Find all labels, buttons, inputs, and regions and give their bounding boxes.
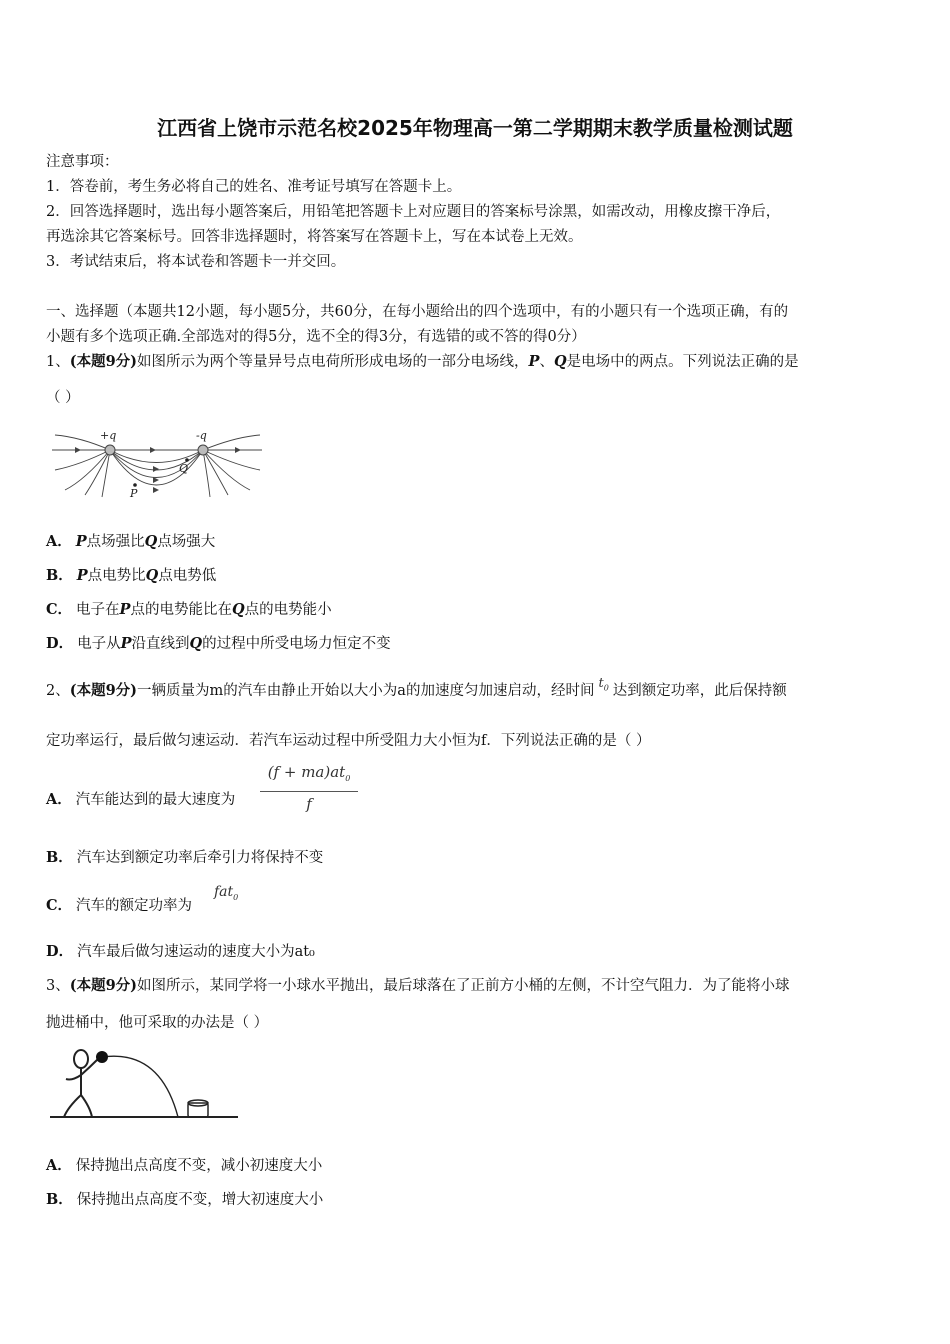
arrow-icon: [153, 487, 159, 493]
var-q: Q: [144, 533, 158, 550]
fraction-bar: [260, 791, 358, 792]
question-2-stem-cont: 定功率运行，最后做匀速运动．若汽车运动过程中所受阻力大小恒为f．下列说法正确的是（ ）: [46, 733, 651, 749]
option-text: 保持抛出点高度不变，增大初速度大小: [76, 1192, 324, 1208]
question-3-stem: [46, 976, 790, 996]
var-p: P: [528, 353, 540, 370]
option-label: A．: [46, 533, 72, 550]
field-line: [203, 435, 260, 450]
option-label: D．: [46, 635, 74, 652]
option-text: 汽车最后做匀速运动的速度大小为at₀: [77, 944, 315, 960]
option-b[interactable]: [46, 566, 216, 586]
charge-label-minus: -q: [196, 429, 207, 442]
question-2-stem: [46, 676, 787, 707]
question-number: 2、: [46, 683, 70, 699]
question-score: (本题9分): [69, 353, 138, 370]
notice-item: 3．考试结束后，将本试卷和答题卡一并交回。: [46, 254, 346, 270]
var-p: P: [119, 601, 131, 618]
option-a[interactable]: [46, 1156, 322, 1176]
option-label: C．: [46, 601, 73, 618]
option-b[interactable]: [46, 848, 323, 868]
other-arm: [66, 1075, 81, 1080]
option-d[interactable]: [46, 942, 315, 962]
field-line: [110, 450, 203, 470]
head: [74, 1050, 88, 1068]
notice-heading: 注意事项：: [46, 154, 119, 170]
section-instructions: 一、选择题（本题共12小题，每小题5分，共60分，在每小题给出的四个选项中，有的小题只有一个选项正确，有的: [46, 304, 789, 320]
math-var: t: [598, 676, 604, 691]
option-label: D．: [46, 943, 74, 960]
stem-text: 如图所示，某同学将一小球水平抛出，最后球落在了正前方小桶的左侧，不计空气阻力．为了能将小球: [137, 978, 790, 994]
stem-text: 是电场中的两点。下列说法正确的是: [566, 354, 799, 370]
option-text: 电子从: [77, 636, 121, 652]
var-q: Q: [553, 353, 567, 370]
arrow-icon: [75, 447, 81, 453]
math-sub: 0: [233, 892, 239, 902]
option-a[interactable]: [46, 532, 215, 552]
option-text: 汽车能达到的最大速度为: [75, 792, 236, 808]
option-text: 点场强比: [86, 534, 145, 550]
option-text: 电子在: [76, 602, 120, 618]
answer-paren: （ ）: [46, 390, 80, 406]
question-score: (本题9分): [69, 977, 138, 994]
math-expr: (f + ma)at: [267, 763, 346, 781]
option-c[interactable]: [46, 896, 192, 916]
option-text: 汽车的额定功率为: [76, 898, 193, 914]
positive-charge: [105, 445, 115, 455]
option-label: C．: [46, 897, 73, 914]
option-label: B．: [46, 567, 73, 584]
option-text: 点场强大: [157, 534, 216, 550]
math-sub: 0: [345, 774, 351, 783]
notice-item: 再选涂其它答案标号。回答非选择题时，将答案写在答题卡上，写在本试卷上无效。: [46, 229, 583, 245]
field-line: [203, 450, 250, 490]
negative-charge: [198, 445, 208, 455]
right-leg: [81, 1095, 92, 1117]
stem-text: 达到额定功率，此后保持额: [612, 683, 787, 699]
question-3-stem-cont: 抛进桶中，他可采取的办法是（ ）: [46, 1015, 269, 1031]
option-label: A．: [46, 1157, 72, 1174]
question-score: (本题9分): [69, 682, 138, 699]
p-label: P: [130, 487, 138, 500]
notice-item: 2．回答选择题时，选出每小题答案后，用铅笔把答题卡上对应题目的答案标号涂黑，如需改动，用橡皮擦干净后，: [46, 204, 781, 220]
page-title: 江西省上饶市示范名校2025年物理高一第二学期期末教学质量检测试题: [157, 116, 793, 140]
option-text: 汽车达到额定功率后牵引力将保持不变: [76, 850, 324, 866]
var-q: Q: [231, 601, 245, 618]
option-text: 点的电势能小: [244, 602, 332, 618]
t0-symbol: [598, 676, 608, 691]
question-1-stem: [46, 352, 799, 372]
field-line: [65, 450, 110, 490]
stem-text: 如图所示为两个等量异号点电荷所形成电场的一部分电场线，: [137, 354, 529, 370]
question-number: 3、: [46, 978, 70, 994]
option-text: 点电势比: [87, 568, 146, 584]
power-expression: [214, 884, 238, 902]
trajectory: [102, 1056, 178, 1117]
option-text: 点的电势能比在: [130, 602, 232, 618]
math-expr: fat: [214, 884, 234, 900]
var-p: P: [76, 567, 88, 584]
option-text: 保持抛出点高度不变，减小初速度大小: [75, 1158, 323, 1174]
var-p: P: [75, 533, 87, 550]
arrow-icon: [150, 447, 156, 453]
field-lines-figure: [50, 425, 265, 500]
arrow-icon: [153, 466, 159, 472]
fraction-numerator: [260, 763, 358, 783]
fraction-denominator: f: [306, 795, 312, 813]
charge-label-plus: +q: [100, 429, 117, 442]
ball: [96, 1051, 108, 1063]
option-text: 的过程中所受电场力恒定不变: [202, 636, 391, 652]
arrow-icon: [235, 447, 241, 453]
section-instructions: 小题有多个选项正确.全部选对的得5分，选不全的得3分，有选错的或不答的得0分）: [46, 329, 586, 345]
math-sub: 0: [603, 683, 609, 693]
stem-text: 、: [539, 354, 554, 370]
var-q: Q: [145, 567, 159, 584]
field-line: [203, 450, 260, 470]
option-label: B．: [46, 849, 73, 866]
throw-figure: [50, 1045, 240, 1125]
question-number: 1、: [46, 354, 70, 370]
var-q: Q: [189, 635, 203, 652]
var-p: P: [120, 635, 132, 652]
field-line: [110, 450, 203, 478]
option-c[interactable]: [46, 600, 332, 620]
option-a[interactable]: [46, 790, 235, 810]
q-label: Q: [179, 462, 189, 475]
left-leg: [64, 1095, 81, 1117]
option-label: B．: [46, 1191, 73, 1208]
notice-item: 1．答卷前，考生务必将自己的姓名、准考证号填写在答题卡上。: [46, 179, 462, 195]
option-label: A．: [46, 791, 72, 808]
option-text: 点电势低: [158, 568, 217, 584]
option-d[interactable]: [46, 634, 391, 654]
option-text: 沿直线到: [131, 636, 190, 652]
stem-text: 一辆质量为m的汽车由静止开始以大小为a的加速度匀加速启动，经时间: [137, 683, 595, 699]
option-b[interactable]: [46, 1190, 323, 1210]
